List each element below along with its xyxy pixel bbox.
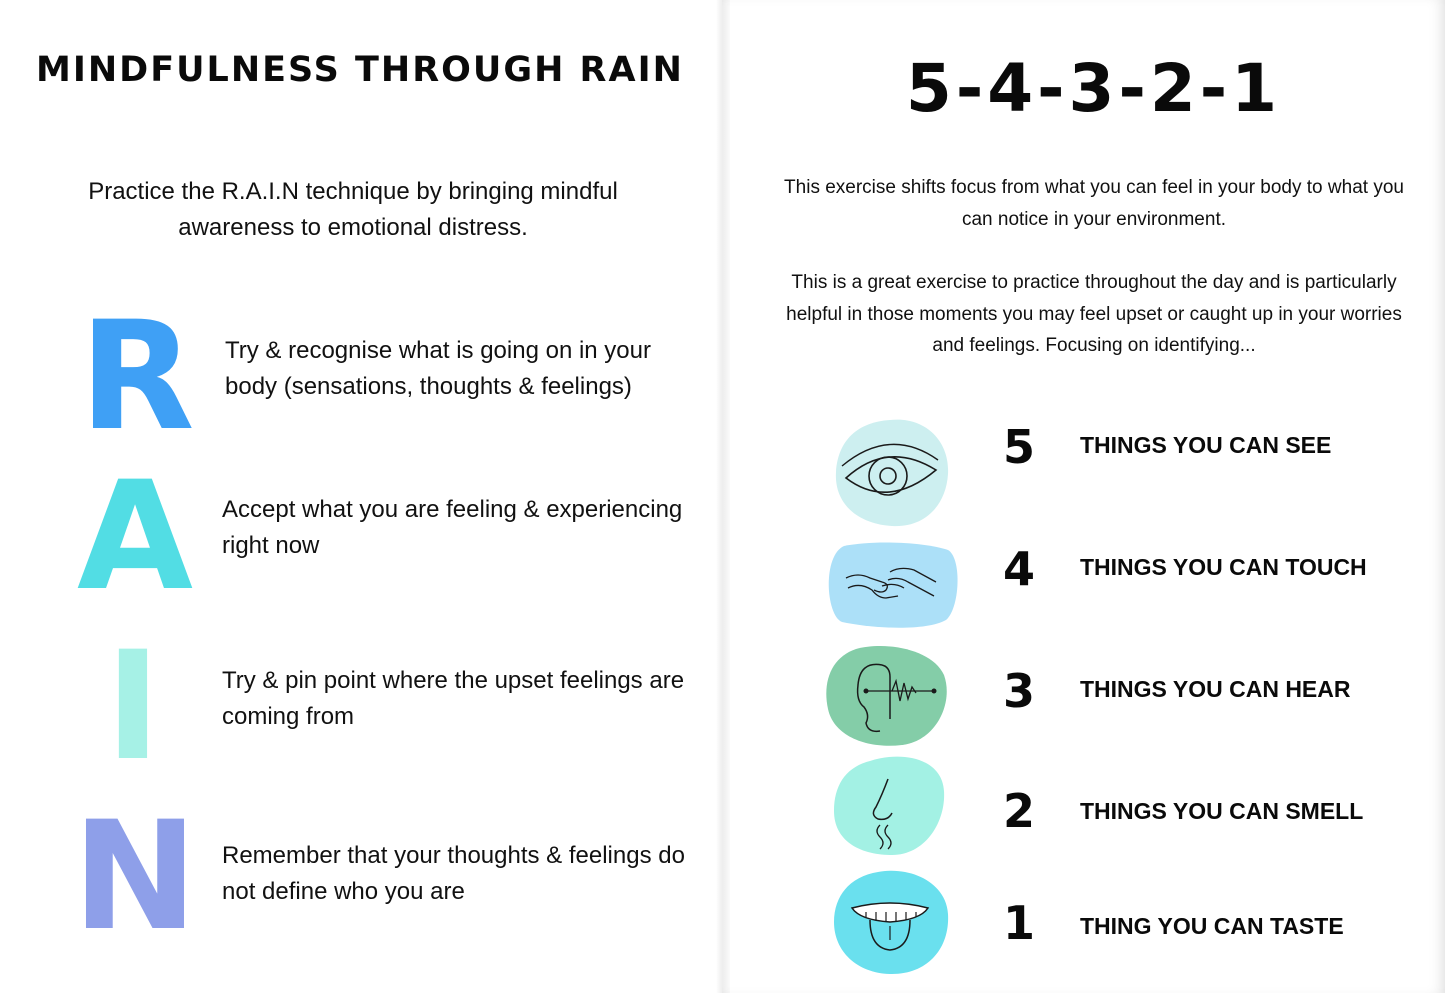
rain-step-investigate: Try & pin point where the upset feelings are coming from — [222, 667, 685, 730]
sense-label-smell: THINGS YOU CAN SMELL — [1080, 798, 1364, 824]
sense-number-taste: 1 — [1002, 896, 1035, 950]
sense-label-see: THINGS YOU CAN SEE — [1080, 432, 1332, 458]
grounding-title: 5-4-3-2-1 — [905, 50, 1282, 127]
rain-step-accept: Accept what you are feeling & experiencing right now — [222, 496, 683, 559]
rain-intro: Practice the R.A.I.N technique by bringing mindful awareness to emotional distress. — [88, 178, 618, 241]
sense-number-see: 5 — [1002, 420, 1035, 474]
sense-label-taste: THING YOU CAN TASTE — [1080, 913, 1344, 939]
rain-step-recognise: Try & recognise what is going on in your body (sensations, thoughts & feelings) — [225, 337, 651, 400]
rain-letter-r: R — [79, 290, 195, 464]
rain-letter-n: N — [72, 790, 198, 964]
sense-label-hear: THINGS YOU CAN HEAR — [1080, 676, 1351, 702]
eye-icon — [832, 418, 952, 530]
rain-step-non-identify: Remember that your thoughts & feelings do not define who you are — [222, 842, 685, 905]
grounding-paragraph-2: This is a great exercise to practice throughout the day and is particularly helpful in those moments you may feel upset or caught up in your worries and feelings. Focusing on identifying... — [786, 272, 1402, 356]
grounding-paragraph-1: This exercise shifts focus from what you can feel in your body to what you can notice in your environment. — [784, 177, 1404, 230]
rain-letter-a: A — [76, 450, 194, 624]
sense-label-touch: THINGS YOU CAN TOUCH — [1080, 554, 1367, 580]
nose-icon — [830, 755, 948, 859]
sense-number-touch: 4 — [1002, 542, 1035, 596]
rain-title: MINDFULNESS THROUGH RAIN — [36, 50, 684, 90]
hands-icon — [824, 542, 960, 628]
sense-number-hear: 3 — [1002, 664, 1035, 718]
sense-number-smell: 2 — [1002, 784, 1035, 838]
page-spine — [716, 0, 730, 993]
tongue-icon — [830, 868, 952, 976]
ear-icon — [824, 645, 950, 747]
rain-letter-i: I — [105, 620, 161, 794]
